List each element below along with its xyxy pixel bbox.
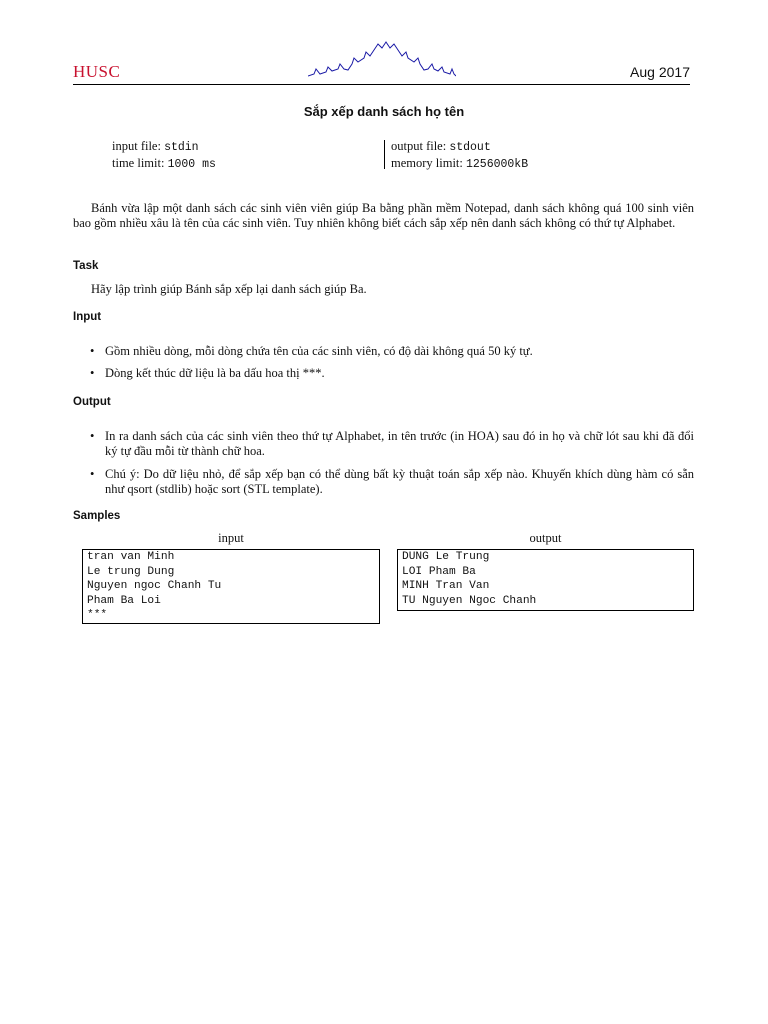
bullet-dot-icon: • [90, 429, 95, 443]
limits-divider [384, 140, 385, 169]
limits-right [391, 139, 528, 172]
bullet-dot-icon: • [90, 344, 95, 358]
time-limit-value: 1000 ms [167, 157, 216, 171]
list-item: • In ra danh sách của các sinh viên theo thứ tự Alphabet, in tên trước (in HOA) sau đó in họ và chữ lót sau khi đã đổi ký tự đầu mỗi từ thành chữ hoa. [90, 429, 694, 458]
output-bullet-list [90, 429, 694, 497]
output-file-label: output file: [391, 139, 447, 153]
list-item: • Gồm nhiều dòng, mỗi dòng chứa tên của các sinh viên, có độ dài không quá 50 ký tự. [90, 344, 533, 358]
output-heading: Output [73, 396, 111, 408]
header-divider [73, 84, 690, 85]
sample-line: Nguyen ngoc Chanh Tu [87, 580, 222, 593]
time-limit-row [112, 156, 216, 173]
sample-line: Pham Ba Loi [87, 594, 161, 607]
problem-title: Sắp xếp danh sách họ tên [303, 104, 465, 119]
sample-line: TU Nguyen Ngoc Chanh [402, 594, 537, 607]
input-heading: Input [73, 311, 102, 323]
task-heading: Task [73, 260, 99, 272]
input-file-label: input file: [112, 139, 161, 153]
task-text: Hãy lập trình giúp Bánh sắp xếp lại danh sách giúp Ba. [91, 282, 367, 296]
sample-input-label: input [218, 531, 244, 545]
output-file-row [391, 139, 528, 156]
list-item: • Dòng kết thúc dữ liệu là ba dấu hoa thị ***. [90, 366, 325, 380]
statement-intro: Bánh vừa lập một danh sách các sinh viên viên giúp Ba bằng phần mềm Notepad, danh sách không quá 100 sinh viên bao gồm nhiều xâu là tên của các sinh viên. Tuy nhiên không biết cách sắp xếp nên danh sách không có thứ tự Alphabet. [73, 201, 694, 230]
sample-line: tran van Minh [87, 551, 175, 563]
input-bullet-list [90, 344, 694, 381]
sample-line: Le trung Dung [87, 565, 175, 578]
header-org: HUSC [73, 62, 121, 81]
sample-line: DUNG Le Trung [402, 551, 490, 563]
memory-limit-row [391, 156, 528, 173]
time-limit-label: time limit: [112, 155, 165, 170]
input-file-row [112, 139, 216, 156]
koch-snowflake-logo-icon [308, 36, 456, 80]
memory-limit-label: memory limit: [391, 155, 463, 170]
sample-output-label: output [529, 531, 562, 545]
output-file-value: stdout [449, 141, 491, 154]
sample-output-box [397, 549, 694, 611]
sample-line: MINH Tran Van [402, 580, 490, 593]
samples-heading: Samples [73, 510, 121, 522]
list-item: • Chú ý: Do dữ liệu nhỏ, để sắp xếp bạn có thể dùng bất kỳ thuật toán sắp xếp nào. Khuyến khích dùng hàm có sẵn như qsort (stdlib) hoặc sort (STL template). [90, 467, 694, 496]
sample-line: *** [87, 609, 108, 622]
header-date: Aug 2017 [630, 64, 690, 80]
memory-limit-value: 1256000kB [466, 157, 529, 171]
sample-input-box [82, 549, 380, 624]
bullet-dot-icon: • [90, 467, 95, 481]
limits-left [112, 139, 216, 172]
bullet-dot-icon: • [90, 366, 95, 380]
input-file-value: stdin [164, 141, 199, 154]
sample-line: LOI Pham Ba [402, 565, 476, 578]
